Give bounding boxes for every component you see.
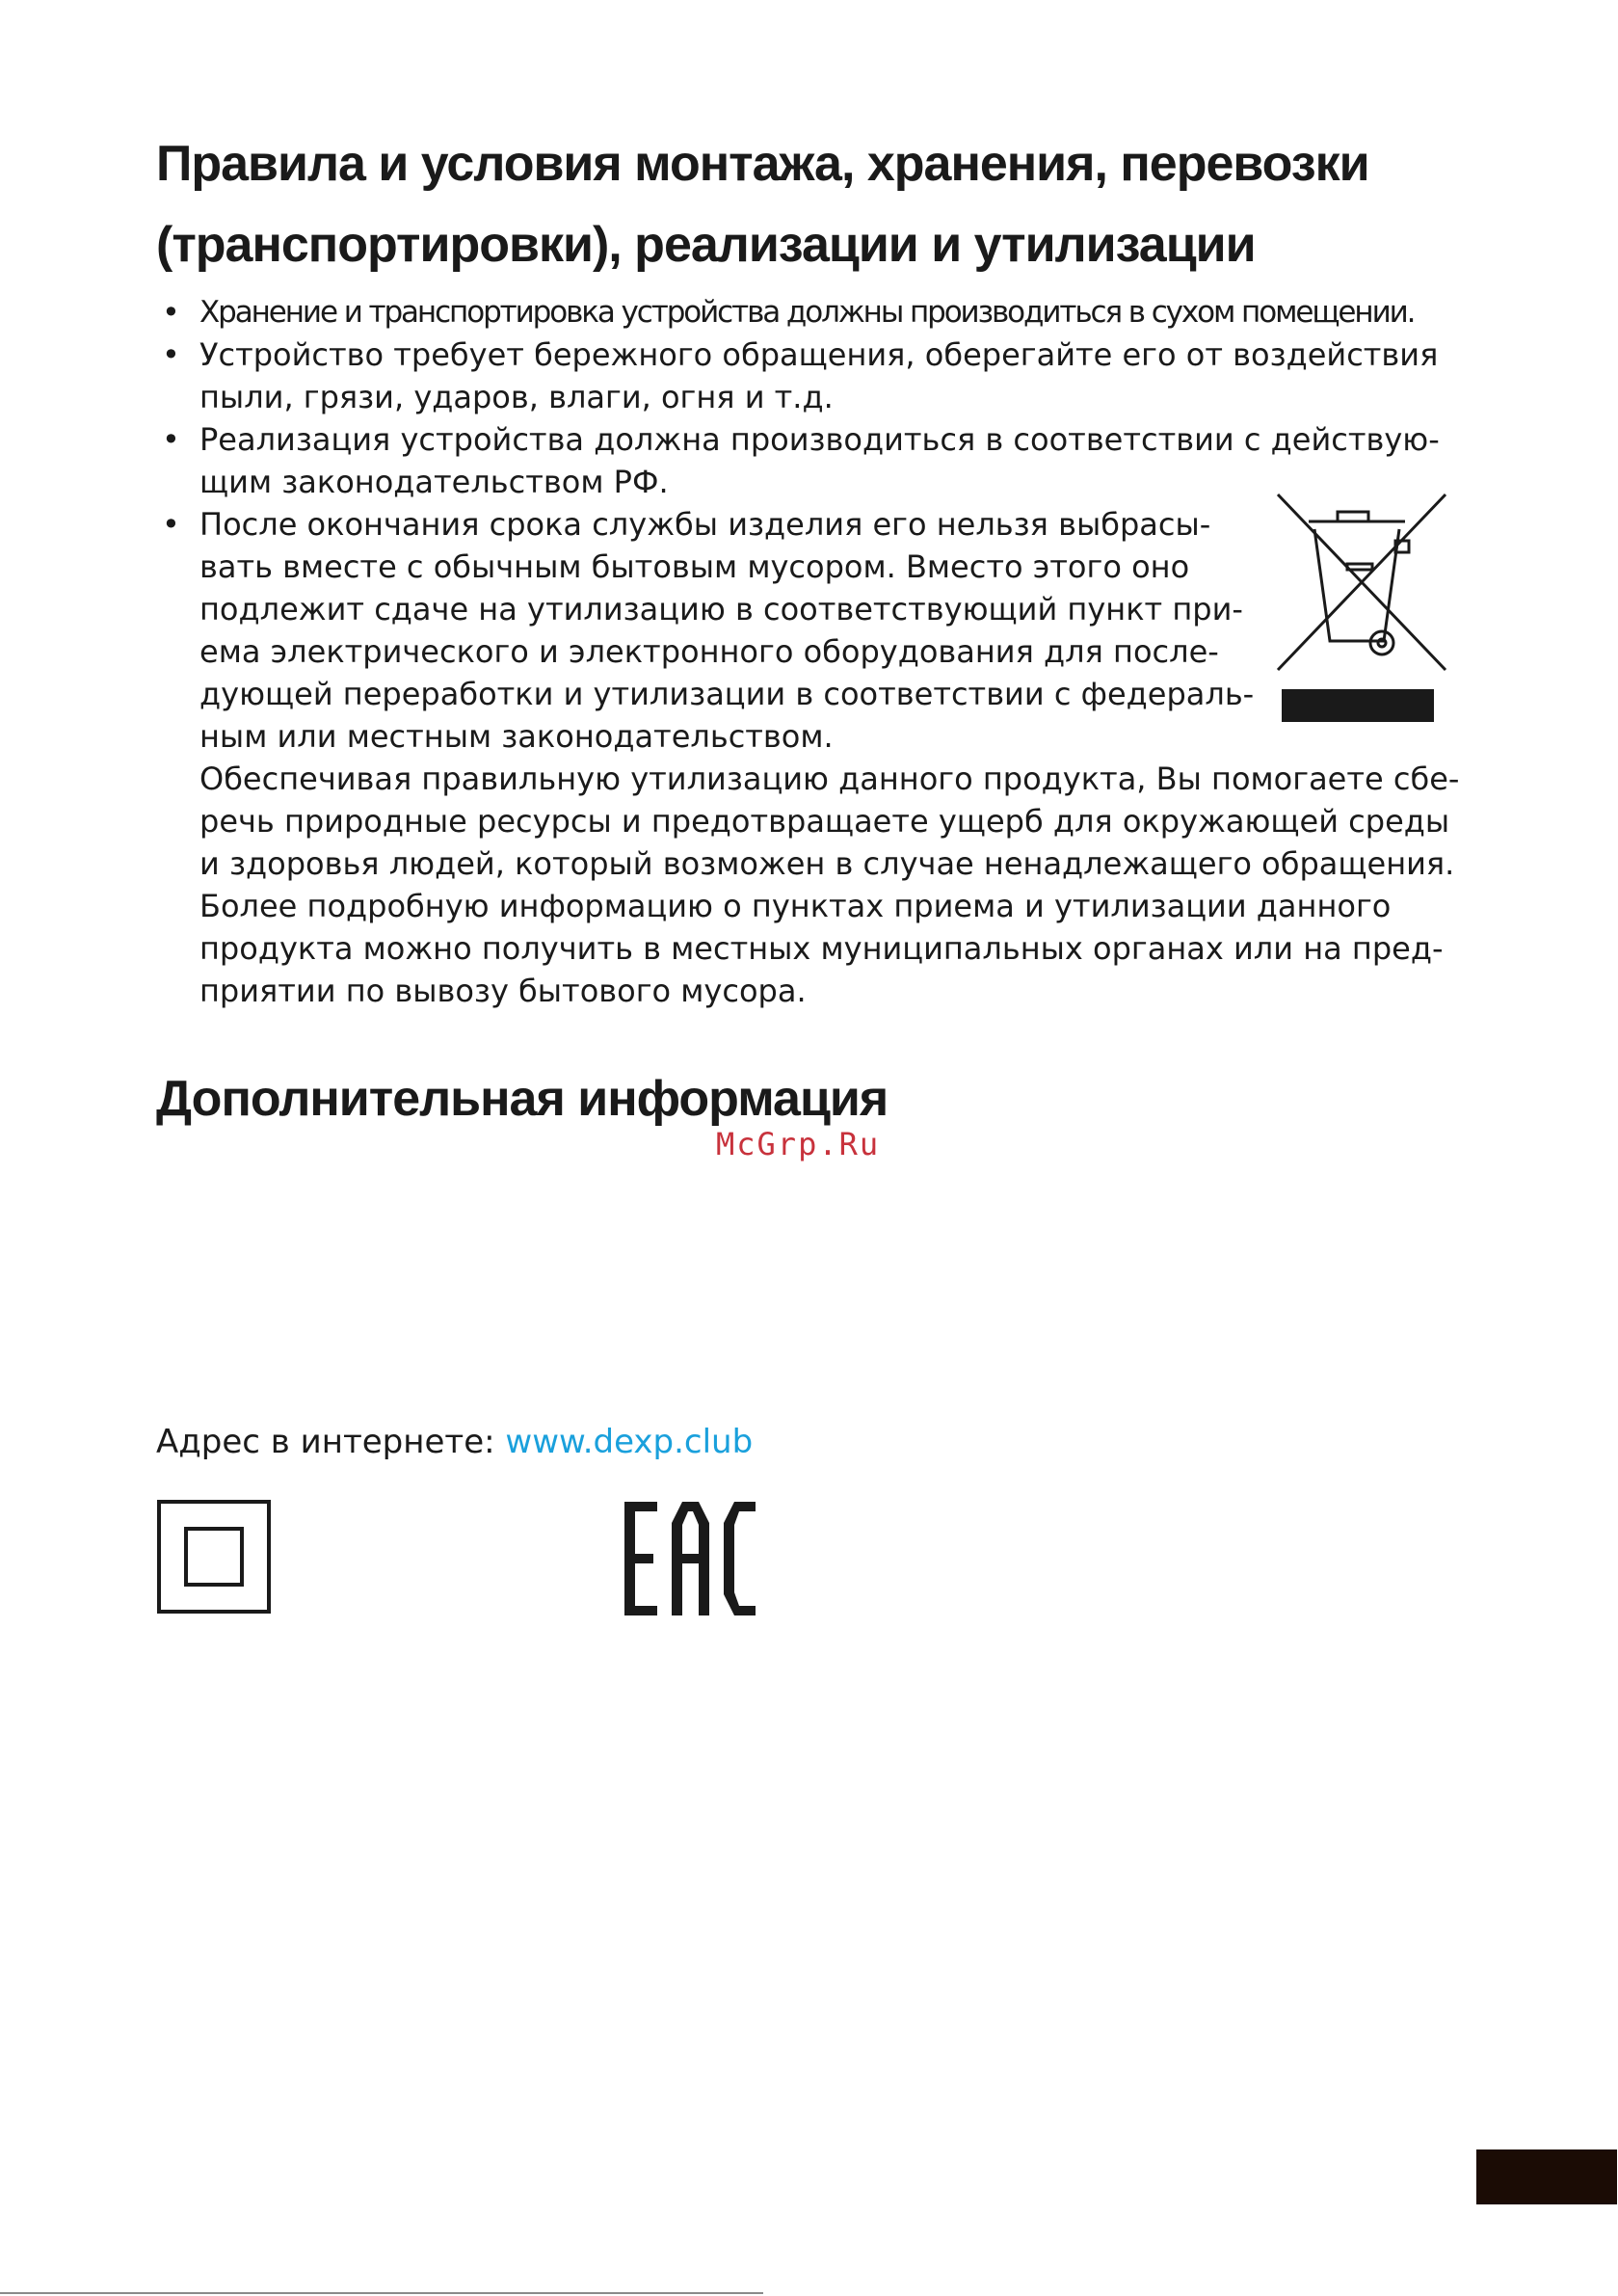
crossed-out-wheelie-bin-icon bbox=[1270, 487, 1453, 726]
list-item-line: • Устройство требует бережного обращения, оберегайте его от воздействия bbox=[199, 336, 1439, 373]
section-title-line: Правила и условия монтажа, хранения, перевозки bbox=[156, 136, 1369, 192]
double-insulation-icon bbox=[156, 1499, 272, 1615]
address-line bbox=[156, 1419, 753, 1465]
list-item-line: дующей переработки и утилизации в соответствии с федераль- bbox=[199, 676, 1255, 712]
list-item-line: • После окончания срока службы изделия его нельзя выбрасы- bbox=[199, 506, 1211, 543]
additional-info-heading: Дополнительная информация bbox=[156, 1071, 889, 1127]
list-item-line: речь природные ресурсы и предотвращаете ущерб для окружающей среды bbox=[199, 803, 1450, 840]
list-item-line: продукта можно получить в местных муниципальных органах или на пред- bbox=[199, 930, 1444, 967]
list-item bbox=[156, 334, 1467, 418]
list-item-line: Более подробную информацию о пунктах приема и утилизации данного bbox=[199, 888, 1392, 924]
list-item-line: и здоровья людей, который возможен в случае ненадлежащего обращения. bbox=[199, 845, 1455, 882]
list-item-line: подлежит сдаче на утилизацию в соответствующий пункт при- bbox=[199, 591, 1243, 627]
list-item-line: щим законодательством РФ. bbox=[199, 464, 669, 500]
watermark-text: McGrp.Ru bbox=[716, 1126, 881, 1162]
list-item-line: пыли, грязи, ударов, влаги, огня и т.д. bbox=[199, 379, 834, 415]
eac-logo bbox=[624, 1502, 756, 1615]
list-item-line: приятии по вывозу бытового мусора. bbox=[199, 973, 807, 1009]
section-title bbox=[156, 123, 1505, 285]
website-link[interactable]: www.dexp.club bbox=[505, 1423, 754, 1461]
list-item bbox=[156, 291, 1467, 334]
list-item-line: ным или местным законодательством. bbox=[199, 718, 834, 755]
list-item-line: вать вместе с обычным бытовым мусором. Вместо этого оно bbox=[199, 548, 1190, 585]
list-item-line: • Хранение и транспортировка устройства должны производиться в сухом помещении. bbox=[199, 295, 1415, 330]
list-item-line: Обеспечивая правильную утилизацию данного продукта, Вы помогаете сбе- bbox=[199, 761, 1460, 797]
page-tab bbox=[1476, 2149, 1617, 2204]
list-item-line: ема электрического и электронного оборудования для после- bbox=[199, 633, 1219, 670]
divider bbox=[0, 2292, 763, 2294]
list-item-line: • Реализация устройства должна производиться в соответствии с действую- bbox=[199, 421, 1440, 458]
section-title-line: (транспортировки), реализации и утилизации bbox=[156, 217, 1256, 273]
address-label: Адрес в интернете: bbox=[156, 1423, 506, 1461]
